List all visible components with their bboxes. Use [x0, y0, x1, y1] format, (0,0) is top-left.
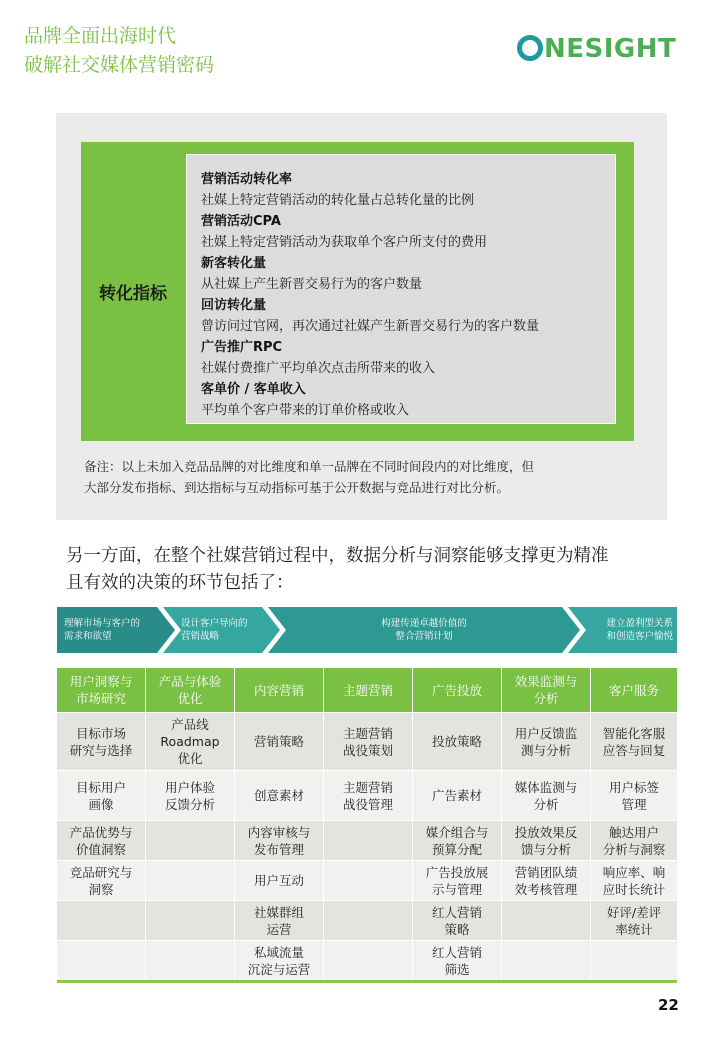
cell-line: 触达用户 — [608, 824, 659, 840]
table-row — [57, 900, 677, 940]
metric-description: 社媒付费推广平均单次点击所带来的收入 — [201, 361, 436, 376]
metric-title: 广告推广RPC — [201, 340, 283, 355]
metric-description: 平均单个客户带来的订单价格或收入 — [201, 403, 410, 418]
metric-title: 新客转化量 — [201, 256, 267, 271]
header-cell-line: 客户服务 — [608, 682, 659, 698]
table-cell — [591, 770, 677, 820]
table-cell — [146, 770, 235, 820]
cell-line: 率统计 — [615, 921, 653, 937]
table-body — [57, 712, 677, 980]
process-step-3-line1: 构建传递卓越价值的 — [381, 618, 467, 629]
cell-line: 媒介组合与 — [425, 824, 489, 840]
process-step-4-line1: 建立盈利型关系 — [606, 618, 673, 629]
table-header-cell — [57, 668, 146, 712]
table-cell — [502, 712, 591, 770]
process-chevron-bar — [57, 607, 677, 653]
table-header-cell — [591, 668, 677, 712]
table-cell — [146, 860, 235, 900]
metric-description: 社媒上特定营销活动为获取单个客户所支付的费用 — [201, 235, 488, 250]
cell-line: 优化 — [177, 751, 203, 766]
header-cell-line: 广告投放 — [431, 682, 482, 698]
cell-line: Roadmap — [160, 734, 220, 749]
cell-line: 红人营销 — [431, 904, 482, 920]
cell-line: 营销团队绩 — [514, 864, 578, 880]
cell-line: 营销策略 — [253, 734, 304, 749]
cell-line: 用户体验 — [164, 779, 215, 795]
header-cell-line: 内容营销 — [253, 682, 304, 698]
table-cell — [413, 820, 502, 860]
table-cell — [413, 860, 502, 900]
cell-line: 洞察 — [88, 881, 114, 897]
cell-line: 创意素材 — [253, 788, 304, 803]
table-header-cell — [235, 668, 324, 712]
table-cell — [502, 770, 591, 820]
table-cell — [324, 940, 413, 980]
metric-title: 营销活动CPA — [201, 214, 281, 229]
header-cell-line: 分析 — [533, 691, 559, 706]
table-cell — [591, 712, 677, 770]
cell-line: 投放效果反 — [514, 824, 578, 840]
cell-line: 画像 — [88, 796, 114, 812]
cell-line: 目标用户 — [75, 779, 126, 795]
table-cell — [502, 820, 591, 860]
metric-title: 营销活动转化率 — [201, 172, 293, 187]
cell-line: 响应率、响 — [602, 864, 666, 880]
header-cell-line: 效果监测与 — [514, 674, 578, 689]
paragraph-line2: 且有效的决策的环节包括了： — [66, 573, 294, 593]
table-header-cell — [413, 668, 502, 712]
cell-line: 示与管理 — [431, 881, 482, 897]
table-header-cell — [324, 668, 413, 712]
marketing-data-table — [57, 668, 677, 983]
cell-line: 红人营销 — [431, 944, 482, 960]
note-line2: 大部分发布指标、到达指标与互动指标可基于公开数据与竞品进行对比分析。 — [84, 480, 510, 495]
table-cell — [235, 900, 324, 940]
table-row — [57, 770, 677, 820]
table-cell — [324, 860, 413, 900]
process-step-1-line1: 理解市场与客户的 — [64, 618, 141, 629]
cell-line: 策略 — [444, 921, 470, 937]
cell-line: 管理 — [621, 796, 647, 812]
table-cell — [57, 770, 146, 820]
cell-line: 投放策略 — [431, 734, 482, 749]
cell-line: 主题营销 — [342, 779, 393, 795]
cell-line: 主题营销 — [342, 725, 393, 741]
paragraph-line1: 另一方面，在整个社媒营销过程中，数据分析与洞察能够支撑更为精准 — [66, 546, 609, 566]
cell-line: 分析 — [533, 796, 559, 812]
process-step-1-line2: 需求和欲望 — [64, 631, 112, 642]
table-cell — [57, 900, 146, 940]
page-number: 22 — [658, 996, 679, 1014]
cell-line: 战役策划 — [342, 742, 393, 758]
cell-line: 智能化客服 — [602, 725, 666, 741]
table-cell — [591, 860, 677, 900]
process-step-1-label — [64, 617, 140, 643]
header-cell-line: 优化 — [177, 691, 203, 706]
header-cell-line: 市场研究 — [75, 691, 126, 706]
onesight-logo — [517, 34, 676, 64]
metric-title: 客单价 / 客单收入 — [201, 382, 306, 397]
process-step-3-label — [286, 617, 562, 643]
cell-line: 产品线 — [171, 717, 209, 732]
cell-line: 分析与洞察 — [602, 841, 666, 857]
header-cell-line: 产品与体验 — [158, 674, 222, 689]
cell-line: 用户反馈监 — [514, 725, 578, 741]
process-step-2-label — [181, 617, 248, 643]
cell-line: 好评/差评 — [606, 904, 662, 920]
cell-line: 应答与回复 — [602, 742, 666, 758]
cell-line: 发布管理 — [253, 841, 304, 857]
cell-line: 预算分配 — [431, 841, 482, 857]
table-cell — [324, 770, 413, 820]
metric-description: 曾访问过官网，再次通过社媒产生新晋交易行为的客户数量 — [201, 319, 540, 334]
cell-line: 产品优势与 — [69, 824, 133, 840]
table-cell — [502, 860, 591, 900]
logo-ring-icon — [517, 35, 543, 61]
table-cell — [324, 712, 413, 770]
cell-line: 应时长统计 — [602, 881, 666, 897]
table-cell — [502, 900, 591, 940]
cell-line: 效考核管理 — [514, 881, 578, 897]
metric-description: 从社媒上产生新晋交易行为的客户数量 — [201, 277, 423, 292]
table-row — [57, 712, 677, 770]
table-cell — [591, 940, 677, 980]
header-title-line1: 品牌全面出海时代 — [24, 25, 177, 47]
cell-line: 广告素材 — [431, 788, 482, 803]
table-cell — [591, 900, 677, 940]
table-cell — [413, 770, 502, 820]
table-header-cell — [502, 668, 591, 712]
metric-description: 社媒上特定营销活动的转化量占总转化量的比例 — [201, 193, 475, 208]
cell-line: 运营 — [266, 921, 292, 937]
table-cell — [413, 900, 502, 940]
cell-line: 测与分析 — [520, 742, 571, 758]
table-cell — [146, 820, 235, 860]
metrics-note — [84, 456, 644, 498]
table-cell — [146, 712, 235, 770]
table-header-cell — [146, 668, 235, 712]
table-cell — [57, 940, 146, 980]
cell-line: 私域流量 — [253, 944, 304, 960]
cell-line: 反馈分析 — [164, 796, 215, 812]
table-cell — [235, 770, 324, 820]
table-cell — [413, 940, 502, 980]
table-row — [57, 860, 677, 900]
cell-line: 馈与分析 — [520, 841, 571, 857]
cell-line: 沉淀与运营 — [247, 961, 311, 977]
process-step-4-label — [586, 617, 673, 643]
cell-line: 媒体监测与 — [514, 779, 578, 795]
table-cell — [235, 940, 324, 980]
table-header-row — [57, 668, 677, 712]
header-cell-line: 主题营销 — [342, 682, 393, 698]
table-cell — [146, 900, 235, 940]
process-step-3-line2: 整合营销计划 — [395, 631, 453, 642]
cell-line: 目标市场 — [75, 725, 126, 741]
body-paragraph — [66, 543, 676, 597]
table-cell — [57, 820, 146, 860]
table-cell — [235, 712, 324, 770]
header-title — [24, 22, 214, 80]
cell-line: 用户标签 — [608, 779, 659, 795]
process-step-4-line2: 和创造客户愉悦 — [606, 631, 673, 642]
cell-line: 社媒群组 — [253, 904, 304, 920]
table-row — [57, 820, 677, 860]
metrics-definitions — [186, 154, 616, 424]
cell-line: 竞品研究与 — [69, 864, 133, 880]
table-cell — [502, 940, 591, 980]
table-cell — [235, 820, 324, 860]
note-line1: 备注：以上未加入竞品品牌的对比维度和单一品牌在不同时间段内的对比维度，但 — [84, 459, 535, 474]
table-cell — [235, 860, 324, 900]
cell-line: 内容审核与 — [247, 824, 311, 840]
header-cell-line: 用户洞察与 — [69, 674, 133, 689]
cell-line: 用户互动 — [253, 873, 304, 888]
table-cell — [413, 712, 502, 770]
table-cell — [324, 820, 413, 860]
metric-title: 回访转化量 — [201, 298, 267, 313]
table-cell — [591, 820, 677, 860]
cell-line: 研究与选择 — [69, 742, 133, 758]
logo-text: NESIGHT — [544, 34, 677, 64]
table-row — [57, 940, 677, 980]
process-step-2-line2: 营销战略 — [181, 631, 220, 642]
table-cell — [57, 712, 146, 770]
header-title-line2: 破解社交媒体营销密码 — [24, 54, 215, 76]
cell-line: 价值洞察 — [75, 841, 126, 857]
process-step-2-line1: 设计客户导向的 — [181, 618, 248, 629]
cell-line: 广告投放展 — [425, 864, 489, 880]
cell-line: 战役管理 — [342, 796, 393, 812]
metrics-category-label: 转化指标 — [99, 284, 167, 304]
table-cell — [146, 940, 235, 980]
table-cell — [57, 860, 146, 900]
table-cell — [324, 900, 413, 940]
cell-line: 筛选 — [444, 961, 470, 977]
